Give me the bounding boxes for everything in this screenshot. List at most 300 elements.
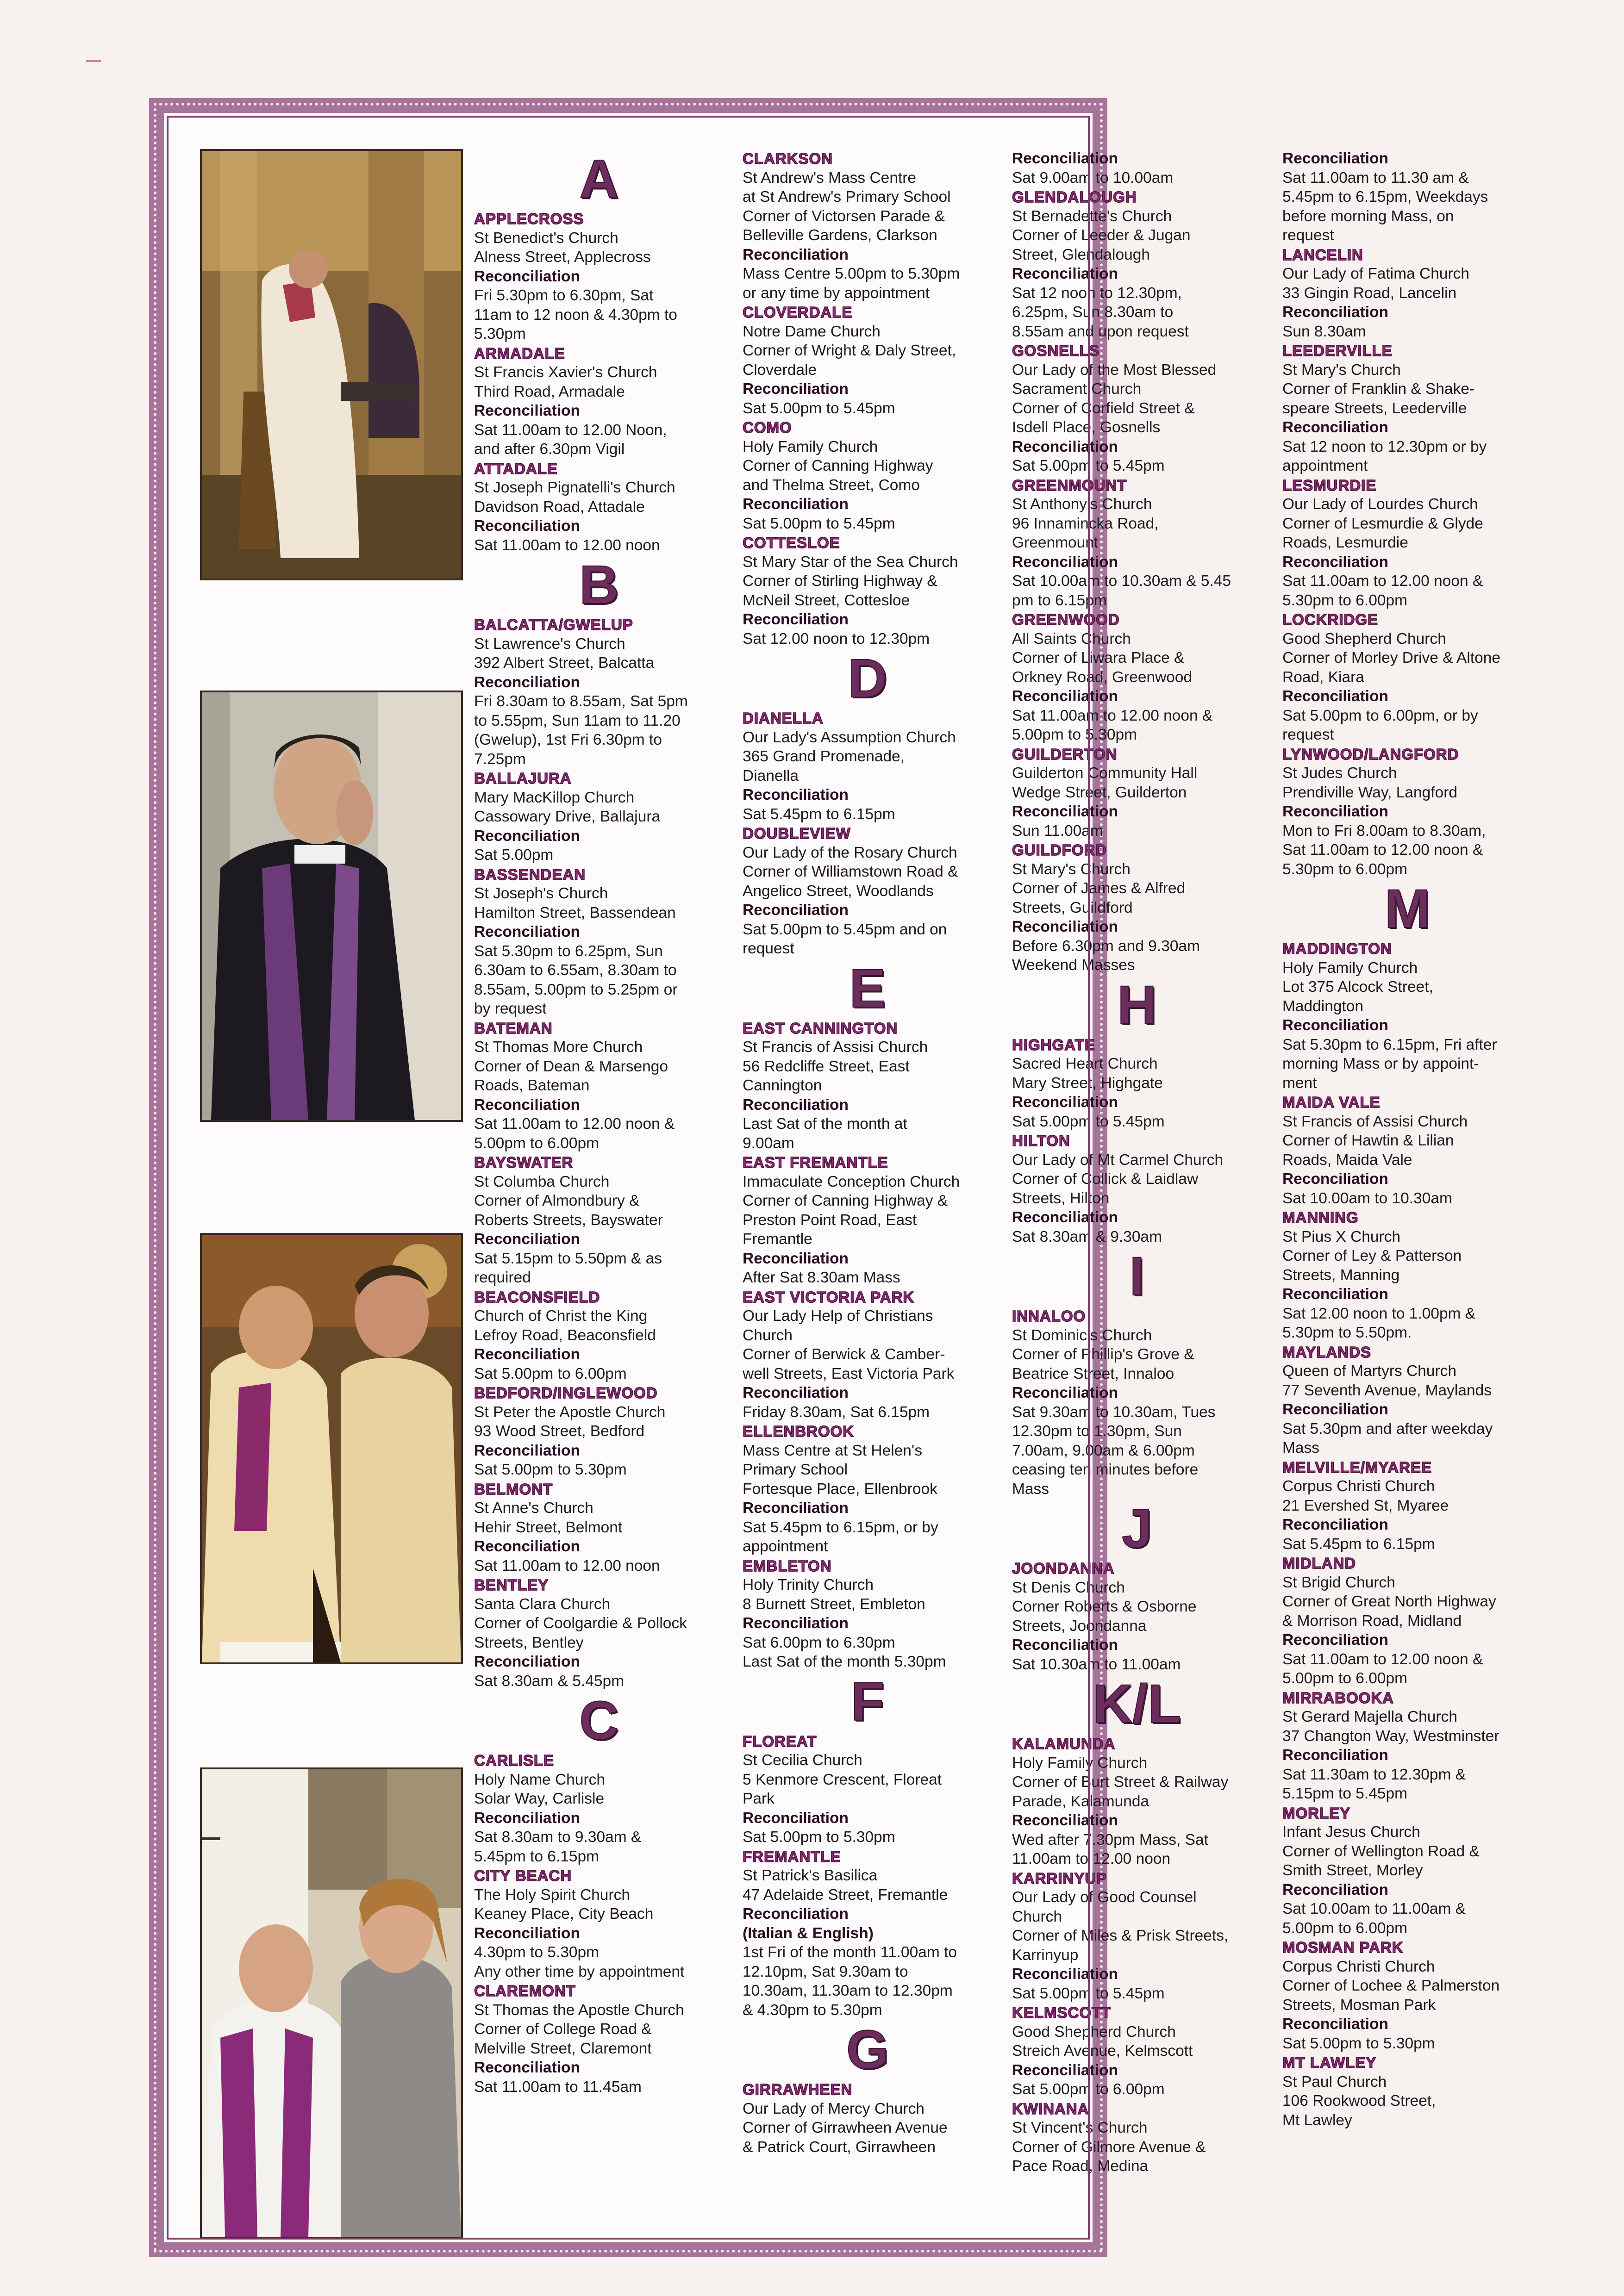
address-line: & Patrick Court, Girrawheen: [743, 2138, 936, 2156]
address-line: Corner of Liwara Place &: [1012, 649, 1185, 666]
reconciliation-time: Last Sat of the month 5.30pm: [743, 1653, 946, 1670]
address-line: Church: [1012, 1908, 1062, 1925]
reconciliation-time: Sat 6.00pm to 6.30pm: [743, 1634, 895, 1651]
address-line: Smith Street, Morley: [1282, 1862, 1423, 1879]
reconciliation-time: Mass: [1282, 1439, 1320, 1456]
church-name: St Andrew's Mass Centre: [743, 169, 917, 187]
address-line: well Streets, East Victoria Park: [743, 1365, 955, 1382]
suburb-heading: DIANELLA: [743, 709, 824, 727]
reconciliation-time: 5.30pm: [474, 325, 526, 342]
suburb-heading: COTTESLOE: [743, 534, 840, 551]
suburb-heading: FREMANTLE: [743, 1848, 841, 1865]
address-line: Corner of Berwick & Camber-: [743, 1346, 945, 1363]
reconciliation-label: Reconciliation: [1012, 438, 1118, 455]
church-name: Our Lady of Mercy Church: [743, 2100, 924, 2117]
reconciliation-time: 11am to 12 noon & 4.30pm to: [474, 306, 677, 324]
suburb-heading: KARRINYUP: [1012, 1869, 1107, 1887]
church-name: St Mary's Church: [1012, 860, 1131, 878]
address-line: Lefroy Road, Beaconsfield: [474, 1326, 656, 1344]
address-line: Sacrament Church: [1012, 380, 1142, 398]
church-name: St Dominic's Church: [1012, 1326, 1152, 1344]
suburb-heading: LOCKRIDGE: [1282, 611, 1378, 628]
reconciliation-time: Sat 11.00am to 12.00 Noon,: [474, 421, 667, 439]
parish-entry: [1012, 187, 1262, 341]
reconciliation-label: Reconciliation: [743, 1615, 849, 1632]
listing-column-3: [1012, 149, 1262, 2176]
reconciliation-label: Reconciliation: [743, 496, 849, 513]
reconciliation-time: Sat 5.00pm to 6.00pm: [474, 1365, 627, 1382]
address-line: Primary School: [743, 1461, 848, 1478]
suburb-heading: FLOREAT: [743, 1732, 817, 1750]
reconciliation-label: Reconciliation: [474, 1809, 580, 1827]
parish-listing-frame: [149, 98, 1501, 2257]
address-line: Angelico Street, Woodlands: [743, 882, 934, 900]
reconciliation-label: Reconciliation: [743, 1250, 849, 1267]
address-line: Corner of Leeder & Jugan: [1012, 227, 1191, 244]
reconciliation-time: 12.30pm to 1.30pm, Sun: [1012, 1423, 1182, 1440]
address-line: 21 Evershed St, Myaree: [1282, 1497, 1449, 1514]
parish-entry: [1012, 1869, 1262, 2004]
address-line: Orkney Road, Greenwood: [1012, 668, 1193, 686]
reconciliation-label: Reconciliation: [474, 827, 580, 845]
parish-entry: [474, 344, 724, 459]
church-name: Our Lady of the Rosary Church: [743, 844, 957, 861]
suburb-heading: MOSMAN PARK: [1282, 1939, 1404, 1956]
address-line: Corner of Ley & Patterson: [1282, 1247, 1462, 1264]
reconciliation-label: Reconciliation: [1012, 918, 1118, 935]
church-name: All Saints Church: [1012, 630, 1131, 647]
reconciliation-label: Reconciliation: [1282, 803, 1388, 820]
parish-entry: [474, 769, 724, 865]
listing-column-4: [1282, 149, 1532, 2130]
suburb-heading: EAST CANNINGTON: [743, 1019, 898, 1037]
parish-entry: [1012, 1559, 1262, 1674]
reconciliation-label: Reconciliation: [474, 517, 580, 535]
address-line: Roads, Bateman: [474, 1077, 590, 1094]
section-letter: E: [849, 958, 886, 1019]
address-line: Pace Road, Medina: [1012, 2158, 1149, 2175]
reconciliation-label: Reconciliation: [743, 1809, 849, 1827]
reconciliation-label: Reconciliation: [474, 1346, 580, 1363]
address-line: Corner of Canning Highway: [743, 457, 933, 474]
address-line: Corner of Wellington Road &: [1282, 1842, 1480, 1860]
reconciliation-label: Reconciliation: [1282, 2016, 1388, 2033]
church-name: St Anne's Church: [474, 1500, 593, 1517]
suburb-heading: EMBLETON: [743, 1557, 832, 1574]
address-line: Mary Street, Highgate: [1012, 1074, 1163, 1092]
reconciliation-time: 5.30pm to 6.00pm: [1282, 591, 1408, 609]
address-line: Corner of Almondbury &: [474, 1192, 640, 1209]
parish-entry: [743, 2080, 993, 2157]
reconciliation-label: Reconciliation: [1282, 688, 1388, 705]
reconciliation-time: ceasing ten minutes before: [1012, 1461, 1199, 1478]
church-name: Holy Family Church: [1012, 1754, 1148, 1772]
suburb-heading: EAST FREMANTLE: [743, 1154, 888, 1171]
church-name: Our Lady of the Most Blessed: [1012, 361, 1217, 379]
suburb-heading: MT LAWLEY: [1282, 2054, 1377, 2071]
suburb-heading: GUILDERTON: [1012, 745, 1118, 763]
parish-entry: [743, 1288, 993, 1422]
parish-entry: [474, 1019, 724, 1153]
parish-entry: [1012, 2099, 1262, 2176]
suburb-heading: HILTON: [1012, 1132, 1070, 1149]
section-letter: D: [848, 648, 887, 709]
photo-confession-youth: [200, 1767, 463, 2239]
parish-entry: [1012, 1734, 1262, 1869]
reconciliation-time: 6.30am to 6.55am, 8.30am to: [474, 962, 677, 979]
reconciliation-time: 5.00pm to 5.30pm: [1012, 726, 1137, 743]
suburb-heading: GOSNELLS: [1012, 342, 1100, 359]
suburb-heading: GREENMOUNT: [1012, 476, 1127, 494]
reconciliation-time: or any time by appointment: [743, 284, 930, 302]
reconciliation-time: Sat 8.30am & 5.45pm: [474, 1672, 625, 1690]
reconciliation-time: 5.30pm to 6.00pm: [1282, 860, 1408, 878]
address-line: Roads, Maida Vale: [1282, 1151, 1412, 1169]
reconciliation-label: Reconciliation: [1012, 1209, 1118, 1226]
church-name: Sacred Heart Church: [1012, 1055, 1158, 1072]
reconciliation-time: Sat 10.00am to 11.00am &: [1282, 1900, 1466, 1917]
church-name: St Benedict's Church: [474, 229, 618, 247]
parish-entry: [474, 615, 724, 769]
address-line: speare Streets, Leederville: [1282, 399, 1467, 417]
reconciliation-time: Sat 5.45pm to 6.15pm, or by: [743, 1518, 938, 1536]
suburb-heading: INNALOO: [1012, 1307, 1086, 1325]
reconciliation-label: Reconciliation: [474, 402, 580, 419]
address-line: Corner of Hawtin & Lilian: [1282, 1132, 1454, 1149]
reconciliation-label: Reconciliation: [743, 786, 849, 803]
reconciliation-time: Sat 5.45pm to 6.15pm: [1282, 1535, 1435, 1553]
page-mark: [86, 60, 101, 62]
reconciliation-time: Sat 11.00am to 12.00 noon &: [474, 1115, 675, 1132]
reconciliation-time: 5.30pm to 5.50pm.: [1282, 1324, 1412, 1341]
reconciliation-label: Reconciliation: [474, 1096, 580, 1114]
church-name: Mary MacKillop Church: [474, 789, 635, 806]
church-name: Queen of Martyrs Church: [1282, 1363, 1457, 1380]
reconciliation-label: Reconciliation: [1282, 419, 1388, 436]
parish-entry: [1012, 1035, 1262, 1132]
reconciliation-label: Reconciliation: [743, 246, 849, 263]
reconciliation-label: Reconciliation: [1282, 304, 1388, 321]
reconciliation-time: 8.55am and upon request: [1012, 323, 1189, 340]
parish-entry: [474, 459, 724, 555]
church-name: St Pius X Church: [1282, 1228, 1401, 1245]
reconciliation-time: 6.25pm, Sun 8.30am to: [1012, 304, 1174, 321]
reconciliation-time: Sat 11.00am to 11.30 am &: [1282, 169, 1469, 187]
address-line: Beatrice Street, Innaloo: [1012, 1365, 1174, 1382]
reconciliation-time: Mass Centre 5.00pm to 5.30pm: [743, 265, 960, 282]
suburb-heading: GREENWOOD: [1012, 611, 1120, 628]
reconciliation-time: 11.00am to 12.00 noon: [1012, 1850, 1171, 1867]
address-line: Melville Street, Claremont: [474, 2040, 652, 2057]
address-line: Greenmount: [1012, 534, 1099, 551]
church-name: Holy Family Church: [743, 438, 878, 455]
address-line: & Morrison Road, Midland: [1282, 1612, 1462, 1630]
reconciliation-time: ment: [1282, 1074, 1317, 1092]
section-letter: C: [579, 1690, 619, 1751]
church-name: Good Shepherd Church: [1012, 2023, 1176, 2041]
parish-entry: [1012, 745, 1262, 841]
reconciliation-time: Sat 11.00am to 12.00 noon: [474, 536, 660, 554]
address-line: Roberts Streets, Bayswater: [474, 1211, 663, 1229]
address-line: Corner of Burt Street & Railway: [1012, 1773, 1229, 1791]
reconciliation-time: Sat 5.30pm to 6.25pm, Sun: [474, 942, 663, 960]
parish-entry: [1282, 1343, 1532, 1458]
listing-column-1: [474, 149, 724, 2097]
reconciliation-label: Reconciliation: [1282, 1881, 1388, 1898]
address-line: Streich Avenue, Kelmscott: [1012, 2042, 1193, 2060]
address-line: Corner of Canning Highway &: [743, 1192, 948, 1209]
reconciliation-time: (Gwelup), 1st Fri 6.30pm to: [474, 731, 662, 748]
church-name: St Joseph's Church: [474, 885, 608, 902]
section-letter: G: [846, 2019, 889, 2080]
address-line: Dianella: [743, 767, 799, 784]
reconciliation-label: Reconciliation: [1012, 1812, 1118, 1829]
parish-entry: [1282, 1093, 1532, 1208]
reconciliation-time: Mass: [1012, 1480, 1049, 1498]
reconciliation-time: appointment: [1282, 457, 1368, 474]
church-name: St Cecilia Church: [743, 1752, 862, 1769]
reconciliation-time: Sat 5.00pm to 5.30pm: [1282, 2035, 1435, 2052]
address-line: and Thelma Street, Como: [743, 476, 920, 494]
reconciliation-label: Reconciliation: [1012, 1966, 1118, 1983]
section-letter: M: [1384, 878, 1430, 940]
address-line: Corner of Corfield Street &: [1012, 399, 1195, 417]
suburb-heading: DOUBLEVIEW: [743, 825, 851, 842]
address-line: Corner Roberts & Osborne: [1012, 1598, 1197, 1615]
parish-entry: [1282, 1458, 1532, 1554]
reconciliation-time: 9.00am: [743, 1134, 794, 1152]
reconciliation-time: Sat 11.00am to 12.00 noon &: [1282, 841, 1483, 859]
suburb-heading: KELMSCOTT: [1012, 2004, 1112, 2021]
address-line: Corner of Wright & Daly Street,: [743, 342, 956, 359]
parish-entry: [474, 1575, 724, 1691]
address-line: Third Road, Armadale: [474, 383, 625, 400]
address-line: Davidson Road, Attadale: [474, 498, 645, 516]
church-name: Our Lady Help of Christians: [743, 1307, 933, 1325]
address-line: Hamilton Street, Bassendean: [474, 904, 676, 921]
reconciliation-time: Sat 5.00pm to 6.00pm, or by: [1282, 707, 1478, 724]
section-letter: F: [850, 1671, 885, 1732]
parish-entry: [474, 1981, 724, 2097]
reconciliation-time: Sat 5.00pm to 5.45pm: [1012, 457, 1165, 474]
photo-priest-praying: [200, 149, 463, 580]
church-name: Holy Name Church: [474, 1771, 605, 1788]
suburb-heading: CLAREMONT: [474, 1982, 576, 1999]
reconciliation-label: Reconciliation: [1282, 150, 1388, 167]
reconciliation-label: Reconciliation: [1012, 2061, 1118, 2079]
parish-entry: [743, 1847, 993, 2020]
church-name: St Judes Church: [1282, 765, 1397, 782]
address-line: Corner of Victorsen Parade &: [743, 207, 945, 225]
reconciliation-time: Sat 5.00pm to 5.30pm: [474, 1461, 627, 1478]
address-line: Cloverdale: [743, 361, 817, 379]
address-line: Hehir Street, Belmont: [474, 1518, 623, 1536]
parish-entry: [1012, 149, 1262, 187]
address-line: Corner of Girrawheen Avenue: [743, 2119, 948, 2136]
parish-entry: [1012, 1131, 1262, 1246]
parish-entry: [1282, 1554, 1532, 1688]
reconciliation-time: 5.45pm to 6.15pm, Weekdays: [1282, 188, 1488, 205]
parish-entry: [743, 149, 993, 303]
reconciliation-label: Reconciliation: [474, 923, 580, 940]
reconciliation-label: Reconciliation: [1012, 1636, 1118, 1654]
suburb-heading: MANNING: [1282, 1209, 1359, 1226]
church-name: Infant Jesus Church: [1282, 1823, 1420, 1841]
parish-entry: [1282, 1208, 1532, 1343]
address-line: at St Andrew's Primary School: [743, 188, 951, 205]
address-line: 5 Kenmore Crescent, Floreat: [743, 1771, 942, 1788]
reconciliation-time: 5.00pm to 6.00pm: [1282, 1670, 1408, 1687]
reconciliation-time: Sat 5.30pm to 6.15pm, Fri after: [1282, 1036, 1497, 1053]
parish-entry: [1282, 745, 1532, 879]
address-line: Streets, Guildford: [1012, 899, 1133, 916]
language-label: (Italian & English): [743, 1924, 874, 1942]
reconciliation-time: Sun 8.30am: [1282, 323, 1366, 340]
address-line: Streets, Bentley: [474, 1634, 584, 1651]
address-line: Streets, Mosman Park: [1282, 1996, 1436, 2014]
church-name: Our Lady of Good Counsel: [1012, 1889, 1197, 1906]
church-name: Our Lady of Mt Carmel Church: [1012, 1151, 1224, 1169]
reconciliation-time: Sat 5.45pm to 6.15pm: [743, 805, 895, 823]
suburb-heading: COMO: [743, 419, 792, 436]
reconciliation-time: request: [1282, 726, 1334, 743]
address-line: 77 Seventh Avenue, Maylands: [1282, 1381, 1492, 1399]
reconciliation-label: Reconciliation: [743, 380, 849, 398]
reconciliation-label: Reconciliation: [743, 1905, 849, 1923]
parish-entry: [474, 1383, 724, 1480]
address-line: Mt Lawley: [1282, 2111, 1352, 2129]
reconciliation-time: & 4.30pm to 5.30pm: [743, 2001, 882, 2019]
suburb-heading: LESMURDIE: [1282, 476, 1377, 494]
church-name: St Francis Xavier's Church: [474, 364, 657, 381]
parish-entry: [743, 1556, 993, 1672]
address-line: 106 Rookwood Street,: [1282, 2092, 1436, 2109]
parish-entry: [474, 1480, 724, 1576]
church-name: Our Lady of Lourdes Church: [1282, 496, 1478, 513]
church-name: St Anthony's Church: [1012, 496, 1152, 513]
parish-entry: [743, 533, 993, 648]
reconciliation-label: Reconciliation: [743, 1384, 849, 1401]
reconciliation-time: to 5.55pm, Sun 11am to 11.20: [474, 712, 681, 729]
address-line: Corner of Phillip's Grove &: [1012, 1346, 1194, 1363]
address-line: Isdell Place, Gosnells: [1012, 419, 1161, 436]
church-name: Corpus Christi Church: [1282, 1958, 1435, 1975]
address-line: Cannington: [743, 1077, 822, 1094]
suburb-heading: MAIDA VALE: [1282, 1094, 1380, 1111]
reconciliation-time: Sat 8.30am to 9.30am &: [474, 1829, 642, 1846]
suburb-heading: KALAMUNDA: [1012, 1735, 1116, 1752]
church-name: St Mary's Church: [1282, 361, 1401, 379]
reconciliation-time: Sat 5.00pm to 5.45pm: [743, 399, 895, 417]
address-line: 93 Wood Street, Bedford: [474, 1423, 645, 1440]
address-line: Corner of Great North Highway: [1282, 1593, 1496, 1610]
reconciliation-time: Before 6.30pm and 9.30am: [1012, 937, 1200, 955]
suburb-heading: MELVILLE/MYAREE: [1282, 1458, 1432, 1476]
suburb-heading: BALLAJURA: [474, 770, 572, 787]
address-line: 37 Changton Way, Westminster: [1282, 1727, 1499, 1745]
suburb-heading: EAST VICTORIA PARK: [743, 1288, 915, 1306]
reconciliation-label: Reconciliation: [743, 902, 849, 919]
parish-entry: [743, 418, 993, 533]
reconciliation-time: Last Sat of the month at: [743, 1115, 907, 1132]
reconciliation-label: Reconciliation: [1282, 1516, 1388, 1533]
reconciliation-label: Reconciliation: [743, 1500, 849, 1517]
address-line: Corner of Coolgardie & Pollock: [474, 1615, 687, 1632]
church-name: St Brigid Church: [1282, 1574, 1395, 1591]
parish-entry: [1282, 2053, 1532, 2130]
address-line: Maddington: [1282, 997, 1364, 1015]
parish-entry: [1012, 610, 1262, 745]
address-line: Preston Point Road, East: [743, 1211, 917, 1229]
address-line: Cassowary Drive, Ballajura: [474, 808, 661, 825]
parish-entry: [743, 1732, 993, 1847]
church-name: St Vincent's Church: [1012, 2119, 1148, 2136]
address-line: Road, Kiara: [1282, 668, 1364, 686]
reconciliation-time: Sat 12.00 noon to 1.00pm &: [1282, 1305, 1476, 1322]
reconciliation-time: morning Mass or by appoint-: [1282, 1055, 1479, 1072]
church-name: St Joseph Pignatelli's Church: [474, 479, 675, 496]
section-letter: A: [579, 149, 619, 210]
parish-entry: [1282, 149, 1532, 245]
parish-entry: [1012, 476, 1262, 610]
reconciliation-label: Reconciliation: [474, 673, 580, 691]
parish-entry: [743, 709, 993, 824]
reconciliation-label: Reconciliation: [1282, 1631, 1388, 1649]
address-line: Corner of James & Alfred: [1012, 880, 1186, 897]
suburb-heading: BEACONSFIELD: [474, 1288, 600, 1306]
reconciliation-label: Reconciliation: [1282, 1401, 1388, 1418]
suburb-heading: MIDLAND: [1282, 1555, 1356, 1572]
church-name: St Bernadette's Church: [1012, 207, 1172, 225]
address-line: Street, Glendalough: [1012, 246, 1150, 263]
church-name: St Lawrence's Church: [474, 635, 625, 653]
church-name: The Holy Spirit Church: [474, 1886, 630, 1904]
suburb-heading: MAYLANDS: [1282, 1343, 1371, 1361]
church-name: St Thomas the Apostle Church: [474, 2001, 684, 2019]
reconciliation-time: Sun 11.00am: [1012, 822, 1103, 840]
suburb-heading: BASSENDEAN: [474, 865, 586, 883]
church-name: St Columba Church: [474, 1173, 610, 1190]
address-line: Lot 375 Alcock Street,: [1282, 978, 1433, 996]
reconciliation-label: Reconciliation: [1282, 1017, 1388, 1034]
parish-entry: [474, 865, 724, 1019]
reconciliation-time: 10.30am, 11.30am to 12.30pm: [743, 1982, 953, 1999]
church-name: Mass Centre at St Helen's: [743, 1442, 923, 1459]
reconciliation-label: Reconciliation: [1012, 803, 1118, 820]
reconciliation-time: Mon to Fri 8.00am to 8.30am,: [1282, 822, 1486, 840]
reconciliation-time: pm to 6.15pm: [1012, 591, 1107, 609]
church-name: St Francis of Assisi Church: [1282, 1113, 1468, 1130]
parish-entry: [474, 209, 724, 344]
reconciliation-time: Sat 8.30am & 9.30am: [1012, 1228, 1162, 1245]
reconciliation-time: Sat 10.00am to 10.30am: [1282, 1189, 1452, 1207]
parish-entry: [743, 303, 993, 418]
parish-entry: [1012, 341, 1262, 476]
address-line: Wedge Street, Guilderton: [1012, 784, 1187, 801]
parish-entry: [1012, 840, 1262, 975]
suburb-heading: LYNWOOD/LANGFORD: [1282, 745, 1459, 763]
address-line: Church: [743, 1326, 793, 1344]
church-name: St Francis of Assisi Church: [743, 1039, 928, 1056]
church-name: St Gerard Majella Church: [1282, 1708, 1457, 1725]
church-name: Guilderton Community Hall: [1012, 765, 1198, 782]
reconciliation-time: Wed after 7.30pm Mass, Sat: [1012, 1831, 1208, 1848]
suburb-heading: LEEDERVILLE: [1282, 342, 1393, 359]
suburb-heading: APPLECROSS: [474, 210, 584, 227]
section-letter: J: [1122, 1498, 1152, 1559]
reconciliation-time: Sat 9.00am to 10.00am: [1012, 169, 1174, 187]
address-line: Corner of Miles & Prisk Streets,: [1012, 1927, 1229, 1944]
